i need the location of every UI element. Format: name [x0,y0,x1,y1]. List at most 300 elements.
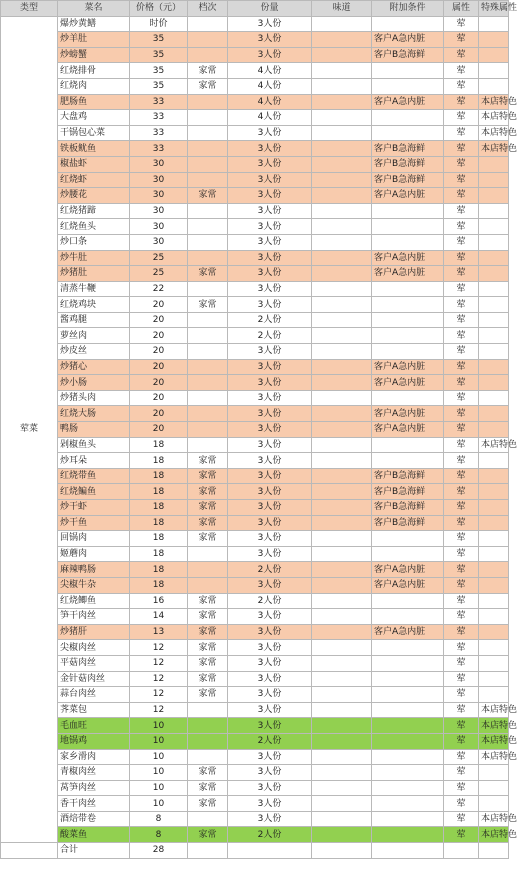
attribute-cell[interactable]: 荤 [444,827,479,843]
price-cell[interactable]: 33 [130,125,188,141]
grade-cell[interactable]: 家常 [188,765,228,781]
attribute-cell[interactable]: 荤 [444,219,479,235]
taste-cell[interactable] [312,468,372,484]
taste-cell[interactable] [312,453,372,469]
grade-cell[interactable]: 家常 [188,593,228,609]
extra-condition-cell[interactable] [372,687,444,703]
price-cell[interactable]: 12 [130,687,188,703]
portion-cell[interactable]: 3人份 [228,640,312,656]
extra-condition-cell[interactable]: 客户A急内脏 [372,94,444,110]
portion-cell[interactable]: 3人份 [228,250,312,266]
attribute-cell[interactable]: 荤 [444,468,479,484]
extra-condition-cell[interactable] [372,811,444,827]
grade-cell[interactable]: 家常 [188,640,228,656]
portion-cell[interactable]: 3人份 [228,390,312,406]
dish-name-cell[interactable]: 红烧肉 [58,78,130,94]
extra-condition-cell[interactable]: 客户A急内脏 [372,250,444,266]
taste-cell[interactable] [312,250,372,266]
price-cell[interactable]: 12 [130,671,188,687]
special-attribute-cell[interactable] [479,266,509,282]
attribute-cell[interactable]: 荤 [444,359,479,375]
taste-cell[interactable] [312,484,372,500]
taste-cell[interactable] [312,609,372,625]
portion-cell[interactable]: 2人份 [228,593,312,609]
taste-cell[interactable] [312,94,372,110]
grade-cell[interactable] [188,94,228,110]
grade-cell[interactable]: 家常 [188,63,228,79]
extra-condition-cell[interactable] [372,297,444,313]
extra-condition-cell[interactable]: 客户A急内脏 [372,422,444,438]
taste-cell[interactable] [312,515,372,531]
taste-cell[interactable] [312,811,372,827]
attribute-cell[interactable]: 荤 [444,546,479,562]
extra-condition-cell[interactable] [372,765,444,781]
dish-name-cell[interactable]: 红烧虾 [58,172,130,188]
price-cell[interactable]: 18 [130,437,188,453]
grade-cell[interactable] [188,47,228,63]
dish-name-cell[interactable]: 铁板鱿鱼 [58,141,130,157]
dish-name-cell[interactable]: 姬蘑肉 [58,546,130,562]
price-cell[interactable]: 12 [130,655,188,671]
extra-condition-cell[interactable] [372,702,444,718]
dish-name-cell[interactable]: 酒焙带卷 [58,811,130,827]
extra-condition-cell[interactable] [372,234,444,250]
dish-name-cell[interactable]: 炒干鱼 [58,515,130,531]
portion-cell[interactable]: 3人份 [228,687,312,703]
dish-name-cell[interactable]: 尖椒肉丝 [58,640,130,656]
grade-cell[interactable]: 家常 [188,468,228,484]
extra-condition-cell[interactable] [372,78,444,94]
grade-cell[interactable] [188,702,228,718]
price-cell[interactable]: 12 [130,702,188,718]
attribute-cell[interactable]: 荤 [444,577,479,593]
grade-cell[interactable]: 家常 [188,671,228,687]
dish-name-cell[interactable]: 莴笋肉丝 [58,780,130,796]
taste-cell[interactable] [312,671,372,687]
grade-cell[interactable]: 家常 [188,827,228,843]
attribute-cell[interactable]: 荤 [444,234,479,250]
price-cell[interactable]: 18 [130,546,188,562]
taste-cell[interactable] [312,188,372,204]
attribute-cell[interactable]: 荤 [444,562,479,578]
special-attribute-cell[interactable] [479,390,509,406]
attribute-cell[interactable]: 荤 [444,281,479,297]
attribute-cell[interactable]: 荤 [444,437,479,453]
portion-cell[interactable]: 3人份 [228,749,312,765]
extra-condition-cell[interactable] [372,609,444,625]
attribute-cell[interactable]: 荤 [444,500,479,516]
taste-cell[interactable] [312,32,372,48]
grade-cell[interactable] [188,281,228,297]
extra-condition-cell[interactable]: 客户A急内脏 [372,32,444,48]
price-cell[interactable]: 12 [130,640,188,656]
portion-cell[interactable]: 3人份 [228,811,312,827]
dish-name-cell[interactable]: 炒牛肚 [58,250,130,266]
extra-condition-cell[interactable]: 客户A急内脏 [372,562,444,578]
portion-cell[interactable]: 2人份 [228,312,312,328]
portion-cell[interactable]: 3人份 [228,47,312,63]
grade-cell[interactable] [188,422,228,438]
special-attribute-cell[interactable] [479,328,509,344]
taste-cell[interactable] [312,437,372,453]
special-attribute-cell[interactable] [479,47,509,63]
price-cell[interactable]: 20 [130,406,188,422]
special-attribute-cell[interactable] [479,562,509,578]
special-attribute-cell[interactable] [479,531,509,547]
header-name[interactable]: 菜名 [58,1,130,17]
portion-cell[interactable]: 3人份 [228,422,312,438]
grade-cell[interactable] [188,437,228,453]
extra-condition-cell[interactable]: 客户A急内脏 [372,266,444,282]
portion-cell[interactable]: 3人份 [228,297,312,313]
grade-cell[interactable] [188,733,228,749]
portion-cell[interactable]: 3人份 [228,219,312,235]
attribute-cell[interactable]: 荤 [444,94,479,110]
price-cell[interactable]: 18 [130,484,188,500]
attribute-cell[interactable]: 荤 [444,203,479,219]
portion-cell[interactable]: 2人份 [228,562,312,578]
special-attribute-cell[interactable]: 本店特色 [479,827,509,843]
special-attribute-cell[interactable] [479,780,509,796]
attribute-cell[interactable]: 荤 [444,266,479,282]
price-cell[interactable]: 10 [130,749,188,765]
special-attribute-cell[interactable] [479,78,509,94]
grade-cell[interactable]: 家常 [188,531,228,547]
taste-cell[interactable] [312,733,372,749]
special-attribute-cell[interactable] [479,406,509,422]
attribute-cell[interactable]: 荤 [444,624,479,640]
extra-condition-cell[interactable] [372,593,444,609]
special-attribute-cell[interactable]: 本店特色 [479,811,509,827]
taste-cell[interactable] [312,531,372,547]
extra-condition-cell[interactable] [372,203,444,219]
price-cell[interactable]: 35 [130,63,188,79]
special-attribute-cell[interactable] [479,593,509,609]
extra-condition-cell[interactable]: 客户B急海鲜 [372,141,444,157]
taste-cell[interactable] [312,640,372,656]
extra-condition-cell[interactable] [372,110,444,126]
extra-condition-cell[interactable] [372,546,444,562]
portion-cell[interactable]: 3人份 [228,796,312,812]
dish-name-cell[interactable]: 炒螃蟹 [58,47,130,63]
price-cell[interactable]: 10 [130,718,188,734]
total-empty-cell[interactable] [188,843,228,859]
price-cell[interactable]: 8 [130,827,188,843]
dish-name-cell[interactable]: 毛血旺 [58,718,130,734]
taste-cell[interactable] [312,125,372,141]
dish-name-cell[interactable]: 剁椒鱼头 [58,437,130,453]
grade-cell[interactable] [188,344,228,360]
special-attribute-cell[interactable] [479,468,509,484]
grade-cell[interactable] [188,141,228,157]
taste-cell[interactable] [312,562,372,578]
special-attribute-cell[interactable] [479,234,509,250]
extra-condition-cell[interactable] [372,796,444,812]
header-price[interactable]: 价格（元） [130,1,188,17]
attribute-cell[interactable]: 荤 [444,733,479,749]
portion-cell[interactable]: 3人份 [228,234,312,250]
portion-cell[interactable]: 3人份 [228,484,312,500]
extra-condition-cell[interactable] [372,63,444,79]
special-attribute-cell[interactable] [479,546,509,562]
portion-cell[interactable]: 3人份 [228,655,312,671]
portion-cell[interactable]: 3人份 [228,203,312,219]
dish-name-cell[interactable]: 回锅肉 [58,531,130,547]
header-portion[interactable]: 份量 [228,1,312,17]
taste-cell[interactable] [312,422,372,438]
attribute-cell[interactable]: 荤 [444,344,479,360]
taste-cell[interactable] [312,297,372,313]
dish-name-cell[interactable]: 炒羊肚 [58,32,130,48]
portion-cell[interactable]: 3人份 [228,141,312,157]
price-cell[interactable]: 10 [130,733,188,749]
taste-cell[interactable] [312,702,372,718]
price-cell[interactable]: 22 [130,281,188,297]
taste-cell[interactable] [312,344,372,360]
portion-cell[interactable]: 3人份 [228,609,312,625]
dish-name-cell[interactable]: 炒干虾 [58,500,130,516]
price-cell[interactable]: 18 [130,531,188,547]
special-attribute-cell[interactable] [479,312,509,328]
taste-cell[interactable] [312,47,372,63]
grade-cell[interactable] [188,359,228,375]
header-taste[interactable]: 味道 [312,1,372,17]
dish-name-cell[interactable]: 炒猪肝 [58,624,130,640]
grade-cell[interactable] [188,375,228,391]
grade-cell[interactable] [188,16,228,32]
portion-cell[interactable]: 3人份 [228,172,312,188]
attribute-cell[interactable]: 荤 [444,312,479,328]
attribute-cell[interactable]: 荤 [444,125,479,141]
extra-condition-cell[interactable]: 客户A急内脏 [372,359,444,375]
grade-cell[interactable] [188,562,228,578]
special-attribute-cell[interactable]: 本店特色 [479,437,509,453]
special-attribute-cell[interactable] [479,577,509,593]
price-cell[interactable]: 18 [130,453,188,469]
extra-condition-cell[interactable]: 客户B急海鲜 [372,515,444,531]
special-attribute-cell[interactable] [479,422,509,438]
dish-name-cell[interactable]: 清蒸牛鞭 [58,281,130,297]
taste-cell[interactable] [312,266,372,282]
portion-cell[interactable]: 3人份 [228,16,312,32]
portion-cell[interactable]: 3人份 [228,344,312,360]
taste-cell[interactable] [312,219,372,235]
attribute-cell[interactable]: 荤 [444,375,479,391]
portion-cell[interactable]: 3人份 [228,188,312,204]
price-cell[interactable]: 35 [130,47,188,63]
attribute-cell[interactable]: 荤 [444,593,479,609]
price-cell[interactable]: 18 [130,562,188,578]
taste-cell[interactable] [312,234,372,250]
dish-name-cell[interactable]: 酸菜鱼 [58,827,130,843]
extra-condition-cell[interactable] [372,655,444,671]
extra-condition-cell[interactable]: 客户A急内脏 [372,375,444,391]
dish-name-cell[interactable]: 红烧鸡块 [58,297,130,313]
price-cell[interactable]: 25 [130,250,188,266]
special-attribute-cell[interactable]: 本店特色 [479,125,509,141]
portion-cell[interactable]: 3人份 [228,32,312,48]
price-cell[interactable]: 30 [130,203,188,219]
total-empty-cell[interactable] [479,843,509,859]
portion-cell[interactable]: 3人份 [228,577,312,593]
dish-name-cell[interactable]: 地锅鸡 [58,733,130,749]
extra-condition-cell[interactable]: 客户B急海鲜 [372,484,444,500]
portion-cell[interactable]: 3人份 [228,702,312,718]
attribute-cell[interactable]: 荤 [444,78,479,94]
special-attribute-cell[interactable] [479,188,509,204]
dish-name-cell[interactable]: 鸭肠 [58,422,130,438]
price-cell[interactable]: 20 [130,297,188,313]
extra-condition-cell[interactable] [372,640,444,656]
grade-cell[interactable] [188,328,228,344]
price-cell[interactable]: 20 [130,328,188,344]
dish-name-cell[interactable]: 萝丝肉 [58,328,130,344]
attribute-cell[interactable]: 荤 [444,780,479,796]
category-cell[interactable]: 荤菜 [1,16,58,842]
taste-cell[interactable] [312,827,372,843]
price-cell[interactable]: 13 [130,624,188,640]
extra-condition-cell[interactable] [372,671,444,687]
grade-cell[interactable]: 家常 [188,655,228,671]
grade-cell[interactable]: 家常 [188,796,228,812]
grade-cell[interactable]: 家常 [188,266,228,282]
special-attribute-cell[interactable] [479,624,509,640]
grade-cell[interactable] [188,250,228,266]
portion-cell[interactable]: 3人份 [228,156,312,172]
portion-cell[interactable]: 4人份 [228,78,312,94]
extra-condition-cell[interactable] [372,219,444,235]
total-label-cell[interactable]: 合计 [58,843,130,859]
special-attribute-cell[interactable] [479,172,509,188]
dish-name-cell[interactable]: 青椒肉丝 [58,765,130,781]
attribute-cell[interactable]: 荤 [444,765,479,781]
portion-cell[interactable]: 4人份 [228,94,312,110]
grade-cell[interactable]: 家常 [188,500,228,516]
extra-condition-cell[interactable] [372,531,444,547]
price-cell[interactable]: 18 [130,577,188,593]
dish-name-cell[interactable]: 炒小肠 [58,375,130,391]
extra-condition-cell[interactable] [372,312,444,328]
total-empty-cell[interactable] [228,843,312,859]
extra-condition-cell[interactable]: 客户A急内脏 [372,577,444,593]
taste-cell[interactable] [312,500,372,516]
dish-name-cell[interactable]: 金针菇肉丝 [58,671,130,687]
attribute-cell[interactable]: 荤 [444,328,479,344]
extra-condition-cell[interactable] [372,344,444,360]
attribute-cell[interactable]: 荤 [444,390,479,406]
dish-name-cell[interactable]: 大盘鸡 [58,110,130,126]
grade-cell[interactable]: 家常 [188,687,228,703]
portion-cell[interactable]: 4人份 [228,110,312,126]
grade-cell[interactable] [188,219,228,235]
special-attribute-cell[interactable]: 本店特色 [479,702,509,718]
grade-cell[interactable] [188,312,228,328]
portion-cell[interactable]: 3人份 [228,718,312,734]
taste-cell[interactable] [312,281,372,297]
special-attribute-cell[interactable] [479,671,509,687]
dish-name-cell[interactable]: 酱鸡腿 [58,312,130,328]
attribute-cell[interactable]: 荤 [444,453,479,469]
total-value-cell[interactable]: 28 [130,843,188,859]
taste-cell[interactable] [312,172,372,188]
taste-cell[interactable] [312,78,372,94]
taste-cell[interactable] [312,63,372,79]
taste-cell[interactable] [312,203,372,219]
dish-name-cell[interactable]: 炒腰花 [58,188,130,204]
special-attribute-cell[interactable]: 本店特色 [479,718,509,734]
grade-cell[interactable]: 家常 [188,624,228,640]
price-cell[interactable]: 30 [130,234,188,250]
taste-cell[interactable] [312,312,372,328]
special-attribute-cell[interactable] [479,281,509,297]
taste-cell[interactable] [312,110,372,126]
special-attribute-cell[interactable] [479,687,509,703]
price-cell[interactable]: 20 [130,359,188,375]
special-attribute-cell[interactable] [479,63,509,79]
portion-cell[interactable]: 3人份 [228,765,312,781]
dish-name-cell[interactable]: 荠菜包 [58,702,130,718]
special-attribute-cell[interactable] [479,765,509,781]
portion-cell[interactable]: 2人份 [228,733,312,749]
special-attribute-cell[interactable]: 本店特色 [479,749,509,765]
attribute-cell[interactable]: 荤 [444,718,479,734]
grade-cell[interactable]: 家常 [188,515,228,531]
taste-cell[interactable] [312,749,372,765]
grade-cell[interactable]: 家常 [188,188,228,204]
price-cell[interactable]: 18 [130,515,188,531]
special-attribute-cell[interactable] [479,515,509,531]
special-attribute-cell[interactable] [479,796,509,812]
dish-name-cell[interactable]: 尖椒牛杂 [58,577,130,593]
grade-cell[interactable]: 家常 [188,484,228,500]
taste-cell[interactable] [312,765,372,781]
extra-condition-cell[interactable] [372,827,444,843]
attribute-cell[interactable]: 荤 [444,811,479,827]
price-cell[interactable]: 20 [130,312,188,328]
header-attribute[interactable]: 属性 [444,1,479,17]
dish-name-cell[interactable]: 炒猪肚 [58,266,130,282]
dish-name-cell[interactable]: 椒盐虾 [58,156,130,172]
extra-condition-cell[interactable] [372,733,444,749]
attribute-cell[interactable]: 荤 [444,141,479,157]
special-attribute-cell[interactable] [479,453,509,469]
taste-cell[interactable] [312,390,372,406]
dish-name-cell[interactable]: 红烧鱼头 [58,219,130,235]
extra-condition-cell[interactable] [372,281,444,297]
attribute-cell[interactable]: 荤 [444,156,479,172]
dish-name-cell[interactable]: 红烧带鱼 [58,468,130,484]
extra-condition-cell[interactable]: 客户B急海鲜 [372,47,444,63]
taste-cell[interactable] [312,546,372,562]
dish-name-cell[interactable]: 炒口条 [58,234,130,250]
special-attribute-cell[interactable] [479,484,509,500]
portion-cell[interactable]: 3人份 [228,281,312,297]
attribute-cell[interactable]: 荤 [444,484,479,500]
grade-cell[interactable] [188,718,228,734]
total-empty-cell[interactable] [372,843,444,859]
portion-cell[interactable]: 2人份 [228,827,312,843]
taste-cell[interactable] [312,577,372,593]
dish-name-cell[interactable]: 红烧鲫鱼 [58,593,130,609]
price-cell[interactable]: 20 [130,344,188,360]
extra-condition-cell[interactable]: 客户B急海鲜 [372,172,444,188]
price-cell[interactable]: 35 [130,78,188,94]
price-cell[interactable]: 10 [130,796,188,812]
price-cell[interactable]: 20 [130,375,188,391]
special-attribute-cell[interactable] [479,655,509,671]
special-attribute-cell[interactable]: 本店特色 [479,110,509,126]
grade-cell[interactable] [188,546,228,562]
